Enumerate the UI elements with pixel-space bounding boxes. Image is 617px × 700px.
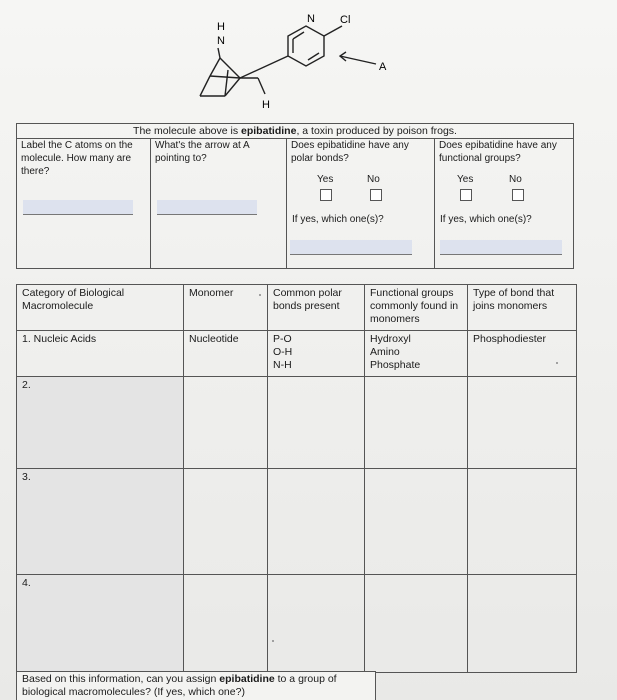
monomer-cell[interactable] (184, 575, 268, 673)
functional-groups-question: Does epibatidine have any functional groups? (439, 140, 557, 164)
carbon-count-column (17, 138, 151, 268)
polar-bonds-cell[interactable] (268, 469, 365, 575)
arrow-question: What's the arrow at A pointing to? (155, 140, 250, 164)
polar-bonds-cell[interactable] (268, 377, 365, 469)
table-row (17, 469, 577, 575)
table-row (17, 575, 577, 673)
bond-type-cell: Phosphodiester (468, 331, 577, 377)
polar-bonds-answer-field[interactable] (290, 240, 412, 255)
table-row (17, 377, 577, 469)
carbon-count-question: Label the C atoms on the molecule. How many are there? (21, 140, 133, 177)
functional-groups-cell[interactable] (365, 575, 468, 673)
polar-yes-checkbox[interactable] (320, 189, 332, 201)
category-cell[interactable]: 4. (17, 575, 184, 673)
speck (556, 362, 558, 364)
polar-no-label: No (367, 174, 380, 185)
speck (259, 294, 261, 296)
question-table (16, 123, 574, 269)
atom-label-cl: Cl (340, 14, 351, 26)
header-functional-groups: Functional groups commonly found in monomers (365, 285, 468, 331)
atom-label-h-top: H (217, 21, 225, 33)
fg-no-label: No (509, 174, 522, 185)
fg-no-checkbox[interactable] (512, 189, 524, 201)
bond-item: O-H (273, 346, 293, 358)
bond-type-cell[interactable] (468, 377, 577, 469)
group-item: Hydroxyl (370, 333, 411, 345)
bottom-question: Based on this information, can you assign epibatidine to a group of biological macromolecules? (If yes, which one?) (16, 671, 376, 700)
functional-groups-column (435, 138, 575, 268)
functional-groups-cell[interactable] (365, 377, 468, 469)
fg-yes-checkbox[interactable] (460, 189, 472, 201)
atom-label-h-bottom: H (262, 99, 270, 111)
macromolecule-table (16, 284, 577, 673)
epibatidine-structure (180, 8, 410, 120)
arrow-column (151, 138, 287, 268)
monomer-cell[interactable] (184, 377, 268, 469)
functional-groups-cell[interactable] (365, 469, 468, 575)
table-row (17, 331, 577, 377)
atom-label-n-bridge: N (217, 35, 225, 47)
group-item: Amino (370, 346, 400, 358)
fg-yes-label: Yes (457, 174, 474, 185)
polar-bonds-cell (268, 331, 365, 377)
atom-label-n-ring: N (307, 13, 315, 25)
monomer-cell[interactable] (184, 469, 268, 575)
bond-type-cell[interactable] (468, 575, 577, 673)
header-category: Category of Biological Macromolecule (17, 285, 184, 331)
fg-if-yes-label: If yes, which one(s)? (440, 214, 532, 225)
monomer-cell: Nucleotide (184, 331, 268, 377)
functional-groups-cell (365, 331, 468, 377)
speck (272, 640, 274, 642)
header-monomer: Monomer (184, 285, 268, 331)
table-header-row (17, 285, 577, 331)
category-cell[interactable]: 3. (17, 469, 184, 575)
fg-answer-field[interactable] (440, 240, 562, 255)
bond-item: N-H (273, 359, 292, 371)
bond-item: P-O (273, 333, 292, 345)
bond-type-cell[interactable] (468, 469, 577, 575)
header-polar-bonds: Common polar bonds present (268, 285, 365, 331)
arrow-answer-field[interactable] (157, 200, 257, 215)
polar-yes-label: Yes (317, 174, 334, 185)
arrow-label-a: A (379, 61, 387, 73)
category-cell: 1. Nucleic Acids (17, 331, 184, 377)
polar-bonds-column (287, 138, 435, 268)
polar-no-checkbox[interactable] (370, 189, 382, 201)
polar-bonds-cell[interactable] (268, 575, 365, 673)
table-caption: The molecule above is epibatidine, a toxin produced by poison frogs. (17, 124, 573, 139)
carbon-count-answer-field[interactable] (23, 200, 133, 215)
category-cell[interactable]: 2. (17, 377, 184, 469)
header-bond-type: Type of bond that joins monomers (468, 285, 577, 331)
group-item: Phosphate (370, 359, 421, 371)
polar-bonds-question: Does epibatidine have any polar bonds? (291, 140, 409, 164)
polar-if-yes-label: If yes, which one(s)? (292, 214, 384, 225)
